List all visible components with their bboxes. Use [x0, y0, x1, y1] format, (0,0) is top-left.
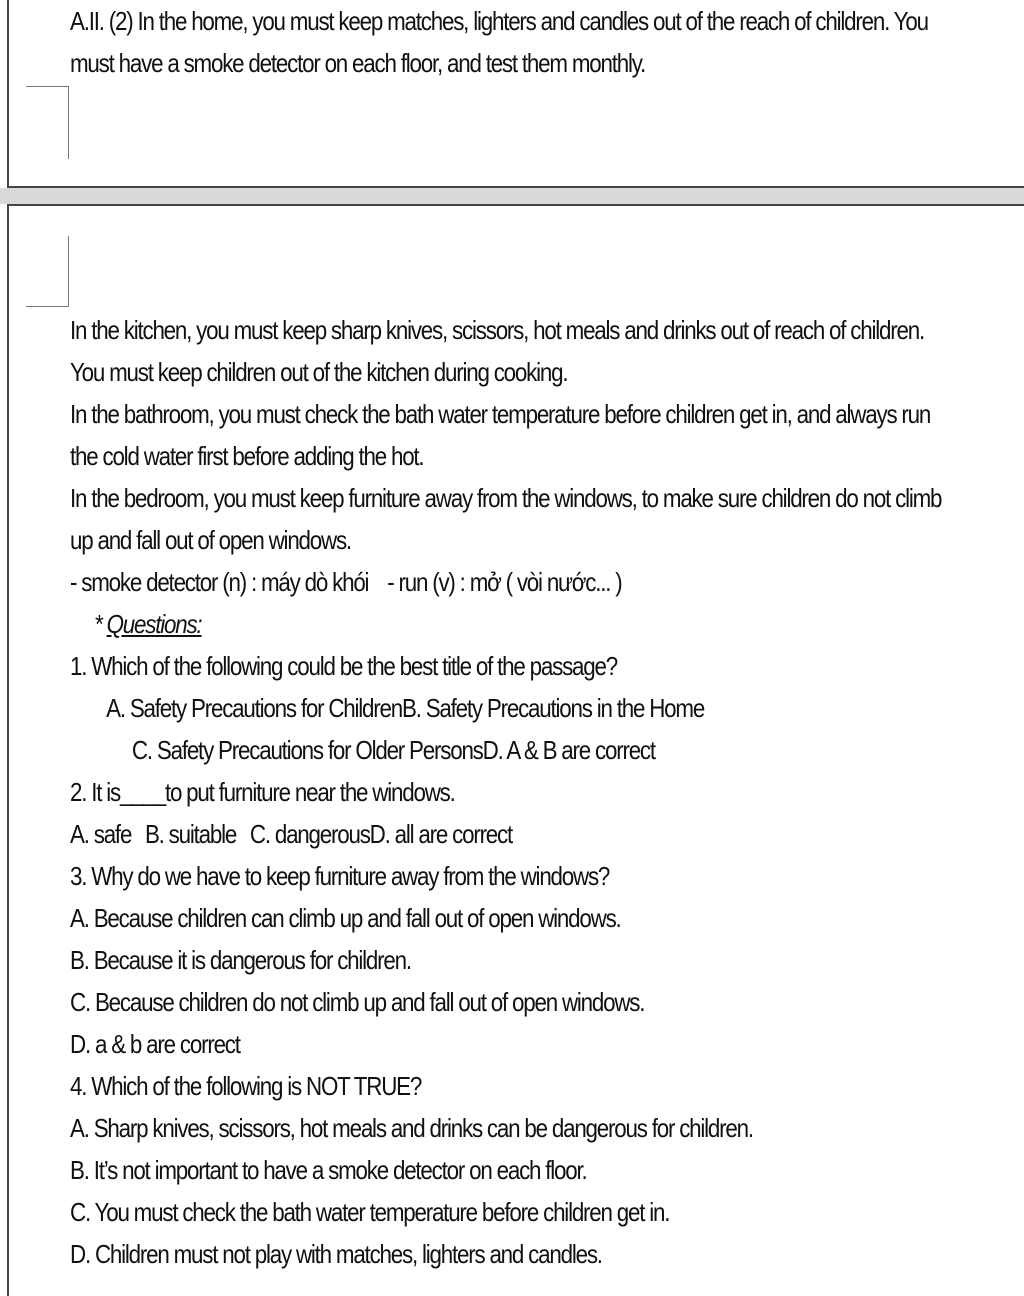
vocab-smoke-detector: - smoke detector (n) : máy dò khói: [70, 567, 369, 597]
question-2-option-b: B. suitable: [144, 819, 237, 849]
intro-line-1: A.II. (2) In the home, you must keep matches, lighters and candles out of the reach of children. You: [70, 6, 928, 36]
question-1-stem: 1. Which of the following could be the best title of the passage?: [70, 651, 617, 681]
crop-mark-bottom: [26, 236, 69, 307]
question-2-stem: 2. It is____to put furniture near the windows.: [70, 777, 455, 807]
passage-line: up and fall out of open windows.: [70, 525, 351, 555]
question-4-stem: 4. Which of the following is NOT TRUE?: [70, 1071, 422, 1101]
question-3-option-a: A. Because children can climb up and fall out of open windows.: [70, 903, 621, 933]
page-gap: [0, 188, 1024, 204]
passage-line: You must keep children out of the kitchen during cooking.: [70, 357, 568, 387]
question-3-option-b: B. Because it is dangerous for children.: [70, 945, 411, 975]
question-4-option-a: A. Sharp knives, scissors, hot meals and drinks can be dangerous for children.: [70, 1113, 753, 1143]
crop-mark-top: [26, 86, 69, 159]
question-3-option-d: D. a & b are correct: [70, 1029, 240, 1059]
passage-line: the cold water first before adding the hot.: [70, 441, 424, 471]
question-3-option-c: C. Because children do not climb up and fall out of open windows.: [70, 987, 645, 1017]
question-1-options-row-2: C. Safety Precautions for Older PersonsD. A & B are correct: [131, 735, 655, 765]
worksheet-body: [70, 309, 1007, 1275]
passage-line: In the bathroom, you must check the bath water temperature before children get in, and always run: [70, 399, 931, 429]
question-2-option-a: A. safe: [70, 819, 132, 849]
question-4-option-c: C. You must check the bath water temperature before children get in.: [70, 1197, 670, 1227]
vocab-run: - run (v) : mở ( vòi nước... ): [387, 567, 622, 597]
intro-paragraph: [70, 0, 1007, 84]
question-2-options: [70, 813, 1007, 855]
vocab-line: [70, 561, 1007, 603]
passage-line: In the bedroom, you must keep furniture away from the windows, to make sure children do not climb: [70, 483, 942, 513]
question-3-stem: 3. Why do we have to keep furniture away from the windows?: [70, 861, 610, 891]
question-4-option-d: D. Children must not play with matches, lighters and candles.: [70, 1239, 602, 1269]
questions-heading: [70, 603, 1007, 645]
intro-line-2: must have a smoke detector on each floor, and test them monthly.: [70, 48, 646, 78]
passage-line: In the kitchen, you must keep sharp knives, scissors, hot meals and drinks out of reach of children.: [70, 315, 924, 345]
questions-star: *: [94, 609, 107, 639]
question-1-options-row-1: A. Safety Precautions for ChildrenB. Safety Precautions in the Home: [106, 693, 705, 723]
question-4-option-b: B. It’s not important to have a smoke detector on each floor.: [70, 1155, 587, 1185]
questions-label: Questions:: [106, 609, 202, 639]
question-2-option-cd: C. dangerousD. all are correct: [249, 819, 513, 849]
